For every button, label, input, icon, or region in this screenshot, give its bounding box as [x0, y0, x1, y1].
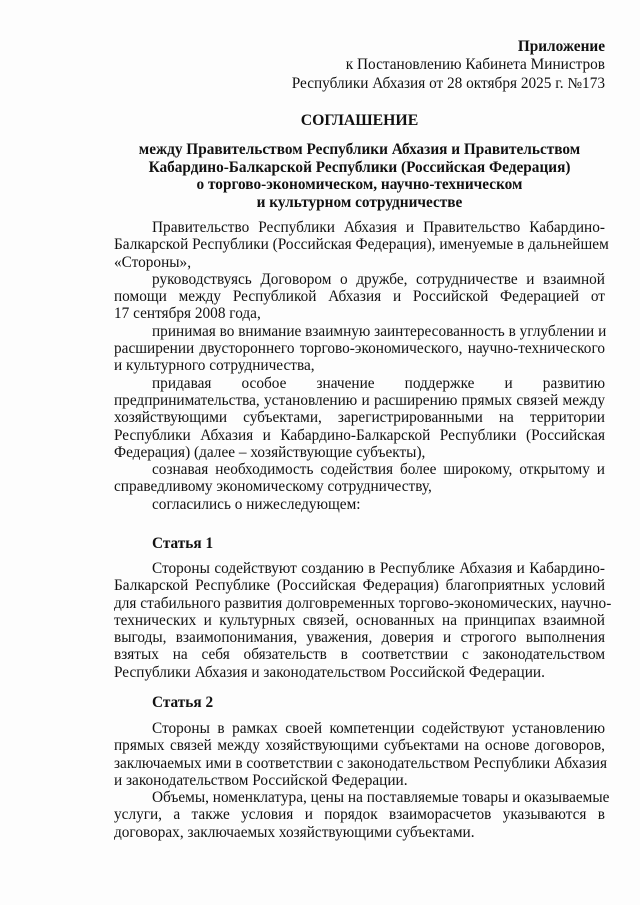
paragraph-line: хозяйствующими субъектами, зарегистрированными на территории — [114, 409, 605, 427]
article-2-body — [114, 720, 610, 841]
preamble — [114, 219, 609, 513]
paragraph-line: руководствуясь Договором о дружбе, сотрудничестве и взаимной — [152, 270, 605, 288]
paragraph-line: Объемы, номенклатура, цены на поставляемые товары и оказываемые — [152, 789, 610, 807]
paragraph-line: и культурного сотрудничества, — [114, 357, 315, 375]
subtitle-line: о торгово-экономическом, научно-техническом — [196, 176, 523, 193]
paragraph-line: прямых связей между хозяйствующими субъектами на основе договоров, — [114, 737, 605, 755]
paragraph-line: Стороны содействуют созданию в Республике Абхазия и Кабардино- — [152, 560, 605, 577]
document-title: СОГЛАШЕНИЕ — [300, 112, 419, 129]
paragraph-line: Стороны в рамках своей компетенции содействуют установлению — [152, 720, 605, 737]
paragraph-line: сознавая необходимость содействия более широкому, открытому и — [152, 461, 605, 479]
paragraph-line: придавая особое значение поддержке и развитию — [152, 374, 605, 392]
article-2-heading: Статья 2 — [152, 694, 214, 711]
paragraph-line: справедливому экономическому сотрудничеству, — [114, 478, 432, 496]
subtitle-line: и культурном сотрудничестве — [256, 193, 463, 211]
paragraph-line: согласились о нижеследующем: — [152, 495, 361, 513]
paragraph-line: помощи между Республикой Абхазия и Российской Федерацией от — [114, 288, 605, 306]
paragraph-line: 17 сентября 2008 года, — [114, 305, 261, 323]
paragraph-line: технических и культурных связей, основанных на принципах взаимной — [114, 611, 605, 629]
appendix-line-1: к Постановлению Кабинета Министров — [345, 56, 605, 74]
paragraph-line: «Стороны», — [114, 253, 192, 271]
paragraph-line: предпринимательства, установлению и расширению прямых связей между — [114, 391, 605, 409]
paragraph-line: расширении двустороннего торгово-экономического, научно-технического — [114, 340, 605, 358]
paragraph-line: Федерация) (далее – хозяйствующие субъекты), — [114, 443, 426, 461]
paragraph-line: принимая во внимание взаимную заинтересованность в углублении и — [152, 322, 607, 340]
subtitle-line: Кабардино-Балкарской Республики (Российская Федерация) — [148, 158, 571, 176]
appendix-header — [114, 38, 605, 92]
subtitle-line: между Правительством Республики Абхазия и Правительством — [138, 141, 581, 158]
paragraph-line: Республики Абхазия и Кабардино-Балкарской Республики (Российская — [114, 426, 605, 444]
paragraph-line: заключаемых ими в соответствии с законодательством Республики Абхазия — [114, 754, 608, 772]
paragraph-line: и законодательством Российской Федерации. — [114, 771, 408, 789]
article-1-heading: Статья 1 — [152, 535, 214, 552]
paragraph-line: Балкарской Республики (Российская Федерация), именуемые в дальнейшем — [114, 236, 609, 254]
appendix-label: Приложение — [517, 38, 605, 55]
appendix-line-2: Республики Абхазия от 28 октября 2025 г. №173 — [291, 74, 605, 92]
paragraph-line: договорах, заключаемых хозяйствующими субъектами. — [114, 823, 475, 841]
paragraph-line: выгоды, взаимопонимания, уважения, доверия и строгого выполнения — [114, 629, 605, 647]
paragraph-line: услуги, а также условия и порядок взаиморасчетов указываются в — [114, 806, 605, 824]
paragraph-line: взятых на себя обязательств в соответствии с законодательством — [114, 646, 605, 664]
article-1-body — [114, 560, 612, 681]
document-subtitle — [114, 141, 605, 211]
paragraph-line: Республики Абхазия и законодательством Российской Федерации. — [114, 663, 545, 681]
paragraph-line: Балкарской Республике (Российская Федерация) благоприятных условий — [114, 577, 605, 595]
paragraph-line: для стабильного развития долговременных торгово-экономических, научно- — [114, 594, 612, 612]
paragraph-line: Правительство Республики Абхазия и Правительство Кабардино- — [152, 219, 605, 236]
